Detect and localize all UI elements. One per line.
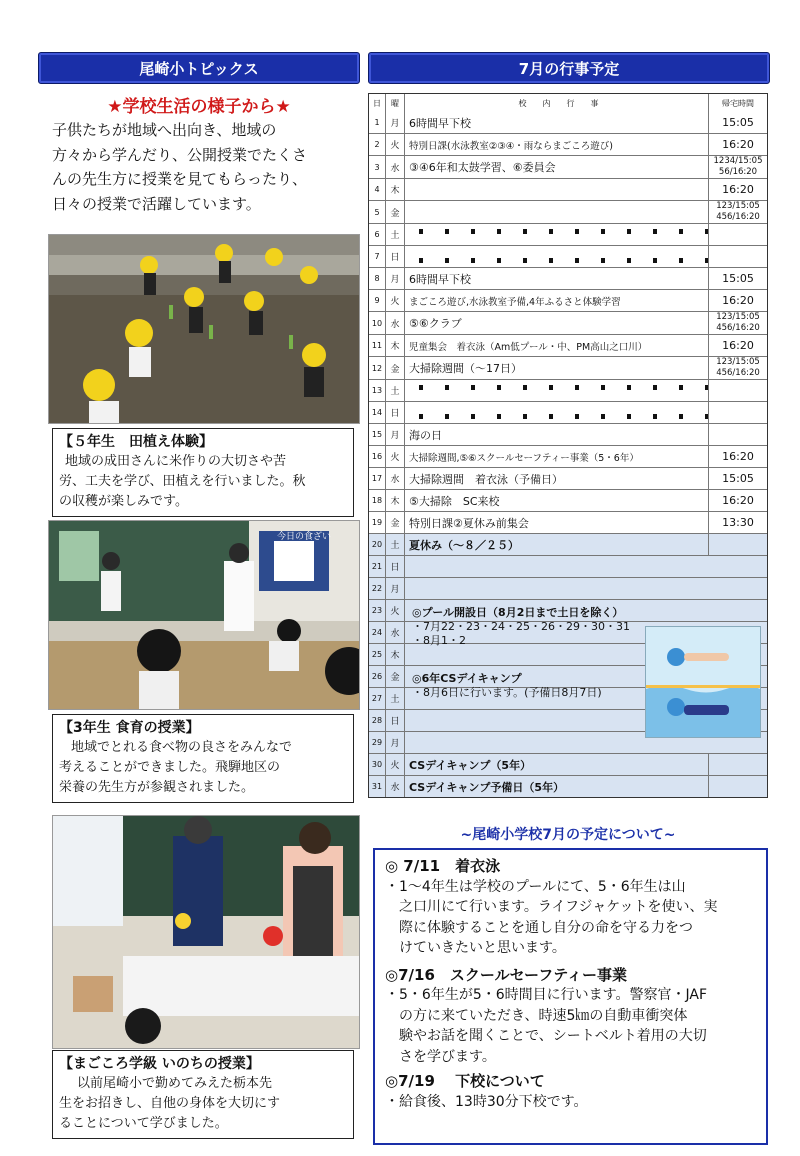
row-time: [709, 776, 767, 797]
life-lesson-photo: [52, 815, 360, 1049]
row-weekday: 水: [386, 312, 405, 334]
caption-life-lesson: [52, 1050, 354, 1139]
note-line: の方に来ていただき、時速5㎞の自動車衝突体: [385, 1007, 688, 1024]
note-heading: ◎ 7/11 着衣泳: [385, 857, 501, 875]
row-day: 27: [369, 688, 386, 709]
schedule-row: [369, 311, 767, 334]
intro-title: ★学校生活の様子から★: [107, 97, 291, 117]
intro-line: んの先生方に授業を見てもらったり、: [52, 170, 308, 188]
row-event: 特別日課②夏休み前集会: [405, 512, 709, 533]
row-weekday: 木: [386, 335, 405, 356]
row-weekday: 月: [386, 112, 405, 133]
caption-line: 以前尾崎小で勤めてみえた栃本先: [77, 1076, 273, 1091]
row-event: [405, 201, 709, 223]
row-event: まごころ遊び,水泳教室予備,4年ふるさと体験学習: [405, 290, 709, 311]
note-line: ・5・6年生が5・6時間目に行います。警察官・JAF: [385, 987, 708, 1003]
row-day: 16: [369, 446, 386, 467]
row-time: [709, 246, 767, 267]
col-day: 日: [369, 94, 386, 112]
food-lesson-photo: [48, 520, 360, 710]
schedule-row: [369, 753, 767, 775]
caption-title: 【まごころ学級 いのちの授業】: [59, 1056, 260, 1072]
row-event: [405, 556, 709, 577]
pool-line: ・7月22・23・24・25・26・29・30・31: [412, 620, 630, 633]
row-event: ③④6年和太鼓学習、⑥委員会: [405, 156, 709, 178]
food-lesson-illustration: [49, 521, 359, 709]
schedule-row: [369, 178, 767, 200]
row-time: 16:20: [722, 494, 754, 507]
schedule-row: [369, 489, 767, 511]
intro-line: 方々から学んだり、公開授業でたくさ: [52, 145, 308, 164]
row-weekday: 水: [386, 622, 405, 643]
caption-food-lesson: [52, 714, 354, 803]
pool-title: ◎プール開設日（8月2日まで土日を除く）: [412, 606, 624, 619]
row-time: 15:05: [722, 272, 754, 285]
row-day: 12: [369, 357, 386, 379]
row-time: 16:20: [722, 450, 754, 463]
row-event: 大掃除週間,⑤⑥スクールセーフティー事業（5・6年）: [405, 446, 709, 467]
col-event: 校 内 行 事: [405, 94, 709, 112]
note-line: ・給食後、13時30分下校です。: [385, 1093, 588, 1110]
note-line: ・1～4年生は学校のプールにて、5・6年生は山: [385, 878, 686, 895]
row-day: 11: [369, 335, 386, 356]
row-day: 23: [369, 600, 386, 621]
schedule-row: [369, 555, 767, 577]
schedule-row: [369, 223, 767, 245]
row-weekday: 月: [386, 268, 405, 289]
row-event: [405, 179, 709, 200]
row-time: [709, 754, 767, 775]
schedule-row: [369, 379, 767, 401]
schedule-row: [369, 289, 767, 311]
intro-line: 子供たちが地域へ出向き、地域の: [52, 121, 277, 139]
camp-line: ・8月6日に行います。(予備日8月7日): [412, 686, 602, 699]
row-event: 夏休み（～８／２５）: [405, 534, 709, 555]
note-line: 際に体験することを通し自分の命を守る力をつ: [385, 919, 693, 936]
row-weekday: 金: [386, 201, 405, 223]
row-time: [709, 534, 767, 555]
row-day: 2: [369, 134, 386, 155]
pool-line: ・8月1・2: [412, 634, 466, 647]
row-day: 7: [369, 246, 386, 267]
caption-rice-planting: [52, 428, 354, 517]
col-weekday: 曜: [386, 94, 405, 112]
caption-line: 労、工夫を学び、田植えを行いました。秋: [59, 474, 306, 489]
row-day: 9: [369, 290, 386, 311]
photo-board-text: 今日の食ざい: [277, 532, 332, 542]
row-day: 21: [369, 556, 386, 577]
row-time: [709, 224, 767, 245]
row-weekday: 火: [386, 754, 405, 775]
row-day: 22: [369, 578, 386, 599]
row-time: 15:05: [722, 116, 754, 129]
row-weekday: 土: [386, 224, 405, 245]
row-day: 14: [369, 402, 386, 423]
row-weekday: 日: [386, 402, 405, 423]
caption-line: 栄養の先生方が参観されました。: [59, 780, 255, 795]
row-day: 15: [369, 424, 386, 445]
row-time: 123/15:05 456/16:20: [716, 357, 760, 378]
row-time: 123/15:05 456/16:20: [716, 201, 760, 222]
row-time: 16:20: [722, 294, 754, 307]
row-weekday: 水: [386, 156, 405, 178]
caption-line: ることについて学びました。: [59, 1116, 228, 1131]
row-time: [709, 402, 767, 423]
schedule-row: [369, 133, 767, 155]
row-time: 13:30: [722, 516, 754, 529]
row-event: 大掃除週間（～17日）: [405, 357, 709, 379]
row-event: 特別日課(水泳教室②③④・雨ならまごころ遊び): [405, 134, 709, 155]
row-event: CSデイキャンプ（5年）: [405, 754, 709, 775]
swimmer-icon: [646, 627, 760, 737]
row-day: 30: [369, 754, 386, 775]
row-event: 6時間早下校: [405, 112, 709, 133]
row-time: [709, 424, 767, 445]
row-event: CSデイキャンプ予備日（5年）: [405, 776, 709, 797]
row-event: 大掃除週間 着衣泳（予備日）: [405, 468, 709, 489]
note-heading: ◎7/19 下校について: [385, 1072, 545, 1090]
intro-line: 日々の授業で活躍しています。: [52, 194, 261, 213]
row-day: 29: [369, 732, 386, 753]
row-weekday: 木: [386, 490, 405, 511]
row-weekday: 日: [386, 246, 405, 267]
row-time: 16:20: [722, 339, 754, 352]
schedule-row: [369, 445, 767, 467]
caption-line: 地域の成田さんに米作りの大切さや苦: [65, 454, 287, 469]
schedule-row: [369, 511, 767, 533]
row-day: 6: [369, 224, 386, 245]
caption-title: 【3年生 食育の授業】: [59, 720, 200, 736]
caption-line: 考えることができました。飛騨地区の: [59, 760, 281, 775]
row-day: 10: [369, 312, 386, 334]
row-weekday: 木: [386, 644, 405, 665]
row-weekday: 月: [386, 424, 405, 445]
note-heading: ◎7/16 スクールセーフティー事業: [385, 965, 628, 984]
schedule-header-text: 7月の行事予定: [518, 59, 620, 78]
row-event: 6時間早下校: [405, 268, 709, 289]
schedule-row: [369, 356, 767, 379]
row-event: 海の日: [405, 424, 709, 445]
row-weekday: 火: [386, 600, 405, 621]
row-weekday: 火: [386, 290, 405, 311]
row-weekday: 水: [386, 468, 405, 489]
row-day: 26: [369, 666, 386, 687]
row-weekday: 土: [386, 688, 405, 709]
row-weekday: 火: [386, 446, 405, 467]
schedule-row: [369, 467, 767, 489]
row-weekday: 金: [386, 512, 405, 533]
row-day: 28: [369, 710, 386, 731]
col-time: 帰宅時間: [722, 98, 754, 108]
schedule-row: [369, 334, 767, 356]
swimmer-illustration: [645, 626, 761, 738]
row-time: 123/15:05 456/16:20: [716, 312, 760, 333]
row-weekday: 土: [386, 534, 405, 555]
schedule-row: [369, 267, 767, 289]
topics-header: [38, 52, 360, 84]
row-day: 25: [369, 644, 386, 665]
row-weekday: 日: [386, 556, 405, 577]
note-line: 之口川にて行います。ライフジャケットを使い、実: [385, 899, 718, 915]
row-time: 16:20: [722, 183, 754, 196]
rice-planting-illustration: [49, 235, 359, 423]
row-day: 1: [369, 112, 386, 133]
row-day: 20: [369, 534, 386, 555]
caption-line: 地域でとれる食べ物の良さをみんなで: [71, 740, 293, 755]
schedule-row: [369, 155, 767, 178]
schedule-header: [368, 52, 770, 84]
row-day: 8: [369, 268, 386, 289]
row-day: 5: [369, 201, 386, 223]
schedule-row: [369, 577, 767, 599]
row-time: [709, 380, 767, 401]
row-weekday: 土: [386, 380, 405, 401]
row-event: [405, 246, 709, 267]
row-event: [405, 224, 709, 245]
note-line: 験やお話を聞くことで、シートベルト着用の大切: [385, 1028, 707, 1044]
schedule-header-row: [369, 94, 767, 112]
row-event: [405, 578, 709, 599]
schedule-row: [369, 423, 767, 445]
row-day: 19: [369, 512, 386, 533]
row-weekday: 月: [386, 578, 405, 599]
row-weekday: 水: [386, 776, 405, 797]
pool-info: [412, 606, 644, 700]
row-weekday: 金: [386, 666, 405, 687]
row-time: 15:05: [722, 472, 754, 485]
row-time: 16:20: [722, 138, 754, 151]
note-line: さを学びます。: [385, 1048, 496, 1065]
schedule-row: [369, 245, 767, 267]
schedule-row: [369, 200, 767, 223]
life-lesson-illustration: [53, 816, 359, 1048]
row-time: 1234/15:05 56/16:20: [713, 156, 763, 177]
row-weekday: 日: [386, 710, 405, 731]
intro-text: [52, 118, 352, 216]
caption-line: の収穫が楽しみです。: [59, 494, 188, 509]
row-day: 4: [369, 179, 386, 200]
schedule-row: [369, 533, 767, 555]
row-weekday: 月: [386, 732, 405, 753]
row-event: 児童集会 着衣泳（Am低プール・中、PM高山之口川）: [405, 335, 709, 356]
row-weekday: 火: [386, 134, 405, 155]
rice-planting-photo: [48, 234, 360, 424]
row-weekday: 木: [386, 179, 405, 200]
row-event: ⑤⑥クラブ: [405, 312, 709, 334]
camp-title: ◎6年CSデイキャンプ: [412, 672, 522, 685]
schedule-row: [369, 775, 767, 797]
schedule-row: [369, 401, 767, 423]
row-day: 13: [369, 380, 386, 401]
notes-box: [373, 848, 768, 1145]
row-day: 3: [369, 156, 386, 178]
schedule-row: [369, 112, 767, 133]
row-event: [405, 380, 709, 401]
row-day: 18: [369, 490, 386, 511]
notes-title: ~尾崎小学校7月の予定について~: [460, 827, 676, 843]
caption-title: 【５年生 田植え体験】: [59, 434, 213, 450]
row-event: ⑤大掃除 SC来校: [405, 490, 709, 511]
row-weekday: 金: [386, 357, 405, 379]
note-line: けていきたいと思います。: [385, 940, 566, 956]
row-day: 31: [369, 776, 386, 797]
row-event: [405, 402, 709, 423]
row-day: 24: [369, 622, 386, 643]
caption-line: 生をお招きし、自他の身体を大切にす: [59, 1096, 281, 1111]
row-day: 17: [369, 468, 386, 489]
topics-header-text: 尾崎小トピックス: [139, 59, 259, 78]
